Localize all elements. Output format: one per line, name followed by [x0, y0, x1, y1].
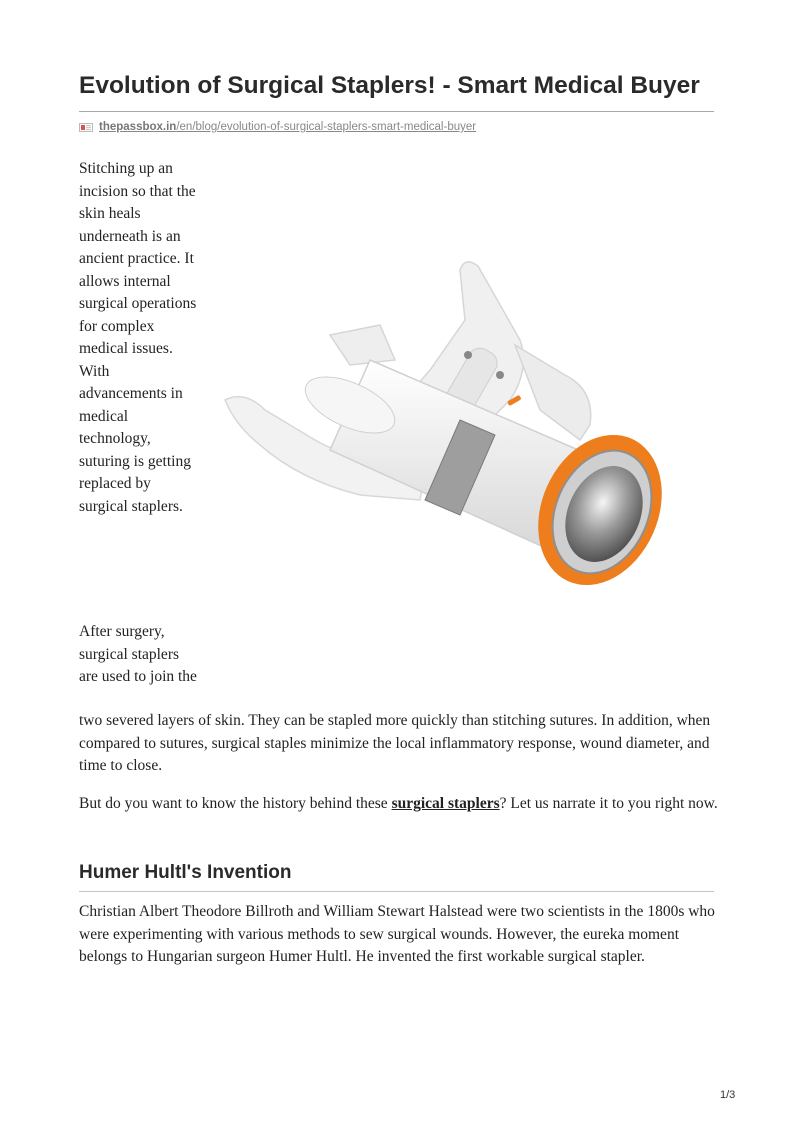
- surgical-stapler-image: [220, 250, 690, 610]
- source-link-row: [79, 119, 476, 135]
- surgical-staplers-link[interactable]: surgical staplers: [391, 795, 500, 812]
- source-path: /en/blog/evolution-of-surgical-staplers-smart-medical-buyer: [176, 121, 477, 133]
- paragraph-2-continued: two severed layers of skin. They can be stapled more quickly than stitching sutures. In addition, when compared to sutures, surgical staples minimize the local inflammatory response, wound diameter, and time to close.: [79, 712, 711, 774]
- source-domain: thepassbox.in: [99, 121, 177, 133]
- page-title: Evolution of Surgical Staplers! - Smart Medical Buyer: [79, 72, 700, 99]
- paragraph-4: Christian Albert Theodore Billroth and William Stewart Halstead were two scientists in the 1800s who were experimenting with various methods to sew surgical wounds. However, the eureka moment belongs to Hungarian surgeon Humer Hultl. He invented the first workable surgical stapler.: [79, 903, 715, 965]
- paragraph-3-tail: ? Let us narrate it to you right now.: [499, 795, 718, 812]
- paragraph-3: [79, 793, 719, 816]
- section-divider: [79, 891, 714, 892]
- title-divider: [79, 111, 714, 112]
- intro-paragraph: Stitching up an incision so that the skin heals underneath is an ancient practice. It allows internal surgical operations for complex medical issues. With advancements in medical technology, suturing is getting replaced by surgical staplers.: [79, 160, 197, 515]
- paragraph-3-lead: But do you want to know the history behind these: [79, 795, 392, 812]
- favicon-icon: [79, 123, 93, 132]
- right-claw-arm: [515, 345, 591, 440]
- page-number: 1/3: [720, 1089, 736, 1101]
- paragraph-2-column: After surgery, surgical staplers are used to join the: [79, 623, 197, 685]
- section-heading: Humer Hultl's Invention: [79, 862, 292, 883]
- source-url-link[interactable]: [99, 121, 476, 133]
